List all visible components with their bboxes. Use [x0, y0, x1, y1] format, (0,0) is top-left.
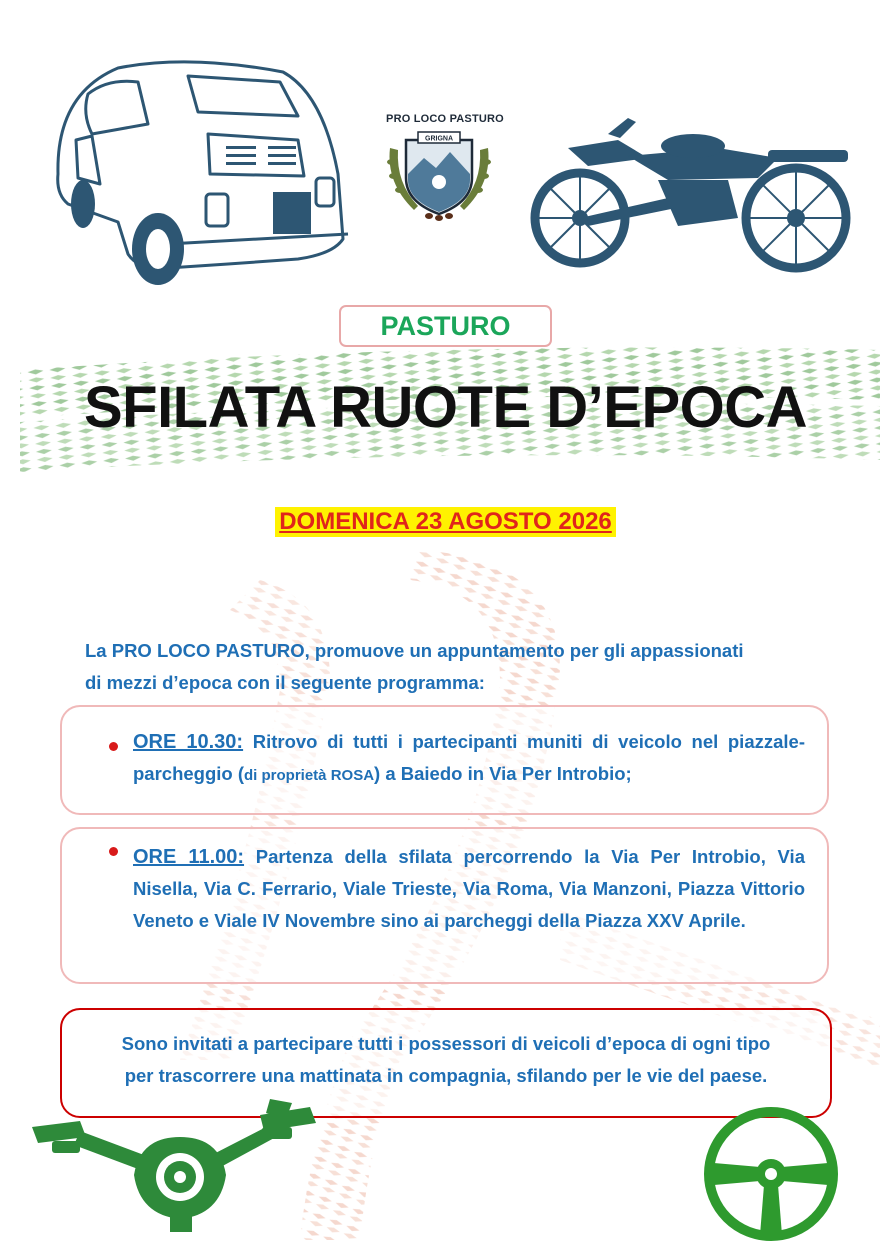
- program-description-end: ) a Baiedo in Via Per Introbio;: [374, 763, 632, 784]
- invitation-line: Sono invitati a partecipare tutti i possessori di veicoli d’epoca di ogni tipo: [121, 1033, 771, 1054]
- motorcycle-handlebar-icon: [30, 1097, 330, 1232]
- vintage-motorcycle-illustration: [528, 108, 863, 276]
- logo-band-text: GRIGNA: [425, 135, 453, 143]
- logo-organization-name: PRO LOCO PASTURO: [386, 113, 504, 125]
- pro-loco-crest-logo: [384, 128, 494, 223]
- program-item-text: [133, 841, 805, 937]
- bullet-dot-icon: [109, 847, 118, 856]
- program-item-text: [133, 726, 805, 792]
- vintage-car-illustration: [48, 54, 350, 290]
- program-description-small: di proprietà ROSA: [244, 767, 375, 784]
- intro-line: di mezzi d’epoca con il seguente programma:: [85, 672, 485, 693]
- event-title: SFILATA RUOTE D’EPOCA: [83, 375, 808, 440]
- event-date: DOMENICA 23 AGOSTO 2026: [275, 507, 616, 537]
- bullet-dot-icon: [109, 742, 118, 751]
- invitation-text: [60, 1028, 832, 1092]
- program-description: Partenza della sfilata percorrendo la Via Per Introbio, Via Nisella, Via C. Ferrario, Viale Trieste, Via Roma, Via Manzoni, Piazza Vittorio Veneto e Viale IV Novembre sino ai parcheggi della Piazza XXV Aprile.: [133, 846, 805, 931]
- invitation-line: per trascorrere una mattinata in compagnia, sfilando per le vie del paese.: [124, 1065, 768, 1086]
- intro-line: La PRO LOCO PASTURO, promuove un appuntamento per gli appassionati: [85, 640, 744, 661]
- steering-wheel-icon: [700, 1103, 842, 1245]
- program-time: ORE 11.00:: [133, 846, 245, 868]
- event-date-wrapper: [0, 507, 891, 537]
- program-time: ORE 10.30:: [133, 731, 244, 753]
- intro-paragraph: [85, 635, 815, 699]
- location-badge: PASTURO: [339, 305, 552, 347]
- program-description: Ritrovo di tutti i partecipanti muniti di veicolo nel piazzale-parcheggio (: [133, 731, 805, 784]
